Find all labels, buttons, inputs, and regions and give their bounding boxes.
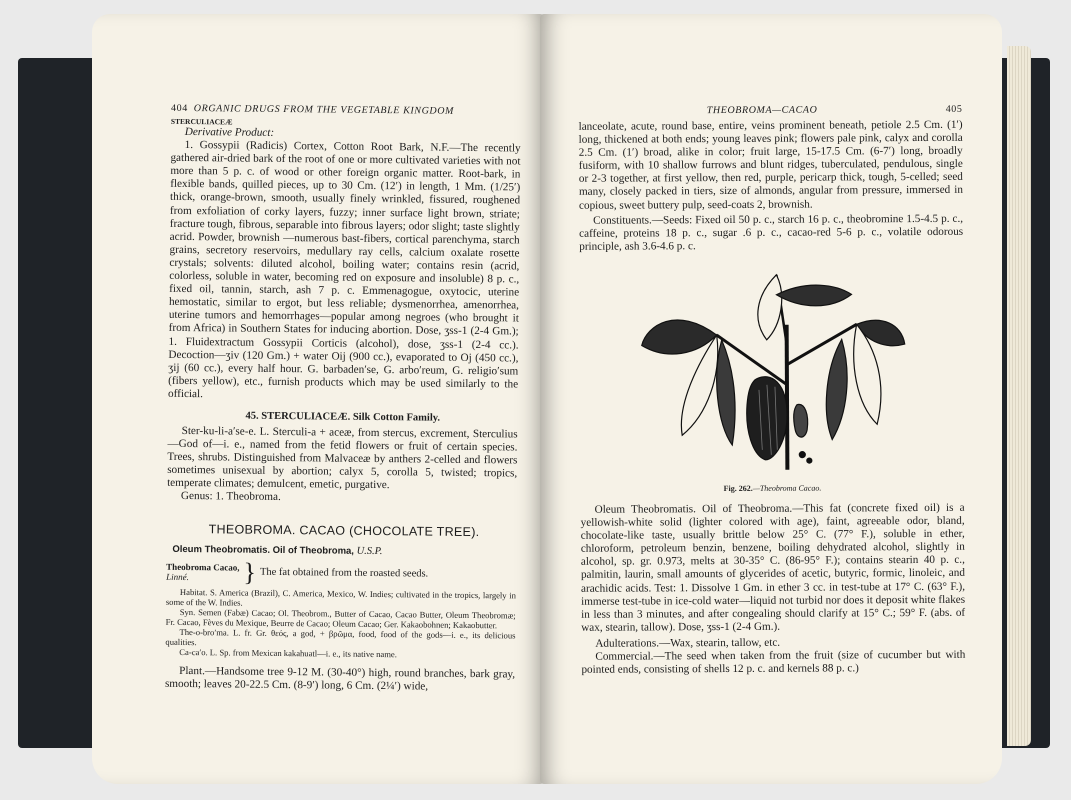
oleum-line [172,543,516,558]
right-page [540,14,1002,784]
brace-label-species: Theobroma Cacao, [166,561,240,573]
left-running-head [171,103,521,118]
family-tag: STERCULIACEÆ [170,116,233,127]
brace-label-author: Linné. [166,571,189,582]
oleum-bold: Oleum Theobromatis. Oil of Theobroma, [172,543,355,557]
figure-label: Fig. 262. [723,483,753,493]
gossypii-paragraph: 1. Gossypii (Radicis) Cortex, Cotton Root Bark, N.F.—The recently gathered air-dried bark of the root of one or more cultivated varieties with not more than 5 p. c. of wood or other foreign organic matter. Root-bark, in flexible bands, quilled pieces, up to 30 Cm. (12′) in length, 1 Mm. (1/25′) thick, orange-brown, smooth, usually finely wrinkled, fissured, roughened from exfoliation of corky layers, fuzzy; inner surface light brown, striate; fracture tough, fibrous, separable into fibrous layers; odor slight; taste slightly acrid. Powder, brownish —numerous bast-fibers, cortical parenchyma, starch grains, secretory reservoirs, medullary ray cells, calcium oxalate rosette crystals; solvents: diluted alcohol, boiling water; contains resin (acrid, colorless, soluble in water, becoming red on exposure and insoluble) 8 p. c., fixed oil, tannin, starch, ash 7 p. c. Emmenagogue, oxytocic, uterine hemostatic, similar to ergot, but less reliable; dysmenorrhea, amenorrhea, uterine tumors and hemorrhages—popular among negroes (who brought it from Africa) in Southern States for inducing abortion. Dose, ʒss-1 (2-4 Gm.); 1. Fluidextractum Gossypii Corticis (alcohol), dose, ʒss-1 (2-4 cc.). Decoction—ʒiv (120 Gm.) + water Oij (900 cc.), evaporated to Oj (450 cc.), ʒij (60 cc.), every half hour. G. barbaden′se, G. arbo′reum, G. religio′sum (fibers yellow), etc., furnish products which may be used similarly to the official. [167,139,521,401]
figure-caption-text: —Theobroma Cacao. [752,483,822,493]
etymology-cacao: Ca-ca′o. L. Sp. from Mexican kakahuatl—i. e., its native name. [179,646,397,659]
etymology-theobroma: The-o-bro′ma. L. fr. Gr. θεός, a god, + βρῶμα, food, food of the gods—i. e., its delicious qualities. [165,626,516,647]
genus-line: Genus: 1. Theobroma. [180,490,281,504]
left-running-title: ORGANIC DRUGS FROM THE VEGETABLE KINGDOM [193,103,455,117]
left-page-number: 404 [170,102,188,115]
commercial: Commercial.—The seed when taken from the fruit (size of cucumber but with pointed ends, consisting of shells 12 p. c. and kernels 88 p. c.) [581,648,966,676]
adulterations: Adulterations.—Wax, stearin, tallow, etc. [595,636,781,650]
synonyms: Syn. Semen (Fabæ) Cacao; Ol. Theobrom., Butter of Cacao, Cacao Butter, Oleum Theobromæ; Fr. Cacao, Fèves du Mexique, Beurre de Cacao; Oleum Cacao; Ger. Kakaobohnen; Kakaobutter. [165,606,516,630]
constituents: Constituents.—Seeds: Fixed oil 50 p. c., starch 16 p. c., theobromine 1.5-4.5 p. c., caffeine, proteins 18 p. c., sugar .6 p. c., cacao-red 5-6 p. c., volatile odorous principle, ash 3.6-4.6 p. c. [579,212,964,253]
right-running-head [578,104,962,117]
derivative-heading: Derivative Product: [184,125,275,139]
family-heading: 45. STERCULIACEÆ. Silk Cotton Family. [245,410,441,424]
left-page [92,14,544,784]
right-page-number: 405 [945,103,963,115]
brace-text: The fat obtained from the roasted seeds. [259,566,429,580]
cacao-illustration [579,264,964,481]
brace-label [166,561,240,582]
habitat: Habitat. S. America (Brazil), C. America, Mexico, W. Indies; cultivated in the tropics, largely in some of the W. Indies. [165,586,516,608]
figure-caption [580,483,964,494]
oleum-paragraph: Oleum Theobromatis. Oil of Theobroma.—This fat (concrete fixed oil) is a yellowish-white solid (lighter colored with age), faint, agreeable odor, bland, chocolate-like taste, usually brittle below 25° C. (77° F.), soluble in ether, chloroform, petroleum benzin, benzene, boiling dehydrated alcohol, slightly in alcohol, sp. gr. 0.973, melts at 30-35° C. (86-95° F.); contains stearin 40 p. c., palmitin, laurin, small amounts of glycerides of acetic, butyric, formic, linoleic, and arachidic acids. Test: 1. Dissolve 1 Gm. in ether 3 cc. in test-tube at 17° C. (63° F.), immerse test-tube in ice-cold water—liquid not turbid nor does it deposit white flakes in less than 3 minutes, and after congealing should clarify at 15° C.; 59° F. (abs. of wax, stearin, tallow). Dose, ʒss-1 (2-4 Gm.). [580,501,966,634]
brace-glyph: } [243,557,257,587]
source-brace [166,558,516,588]
plant-continued: lanceolate, acute, round base, entire, veins prominent beneath, petiole 2.5 Cm. (1′) long, thickened at both ends; young leaves pink; flowers pale pink, calyx and corolla 2.5 Cm. (1′) broad, alike in color; fruit large, 15-17.5 Cm. (6-7′) long, broadly fusiform, with 10 shallow furrows and blunt ridges, tuberculated, pendulous, single or 2-3 together, at first yellow, then red, purple, pericarp thick, tough, 5-celled; seed many, closely packed in tiers, size of almonds, angular from pressure, immersed in copious, sweet buttery pulp, seed-coats 2, brownish. [578,118,963,212]
page-edges [1007,46,1031,746]
family-paragraph: Ster-ku-li-a′se-e. L. Sterculi-a + aceæ, from stercus, excrement, Sterculius—God of—i. e., named from the fetid flowers or fruit of certain species. Trees, shrubs. Distinguished from Malvaceæ by anthers 2-celled and flowers sometimes unisexual by abortion; calyx 5, corolla 5, twisted; tropics, temperate climates; demulcent, emetic, purgative. [167,424,518,492]
cacao-plant-drawing [636,264,907,475]
right-running-title: THEOBROMA—CACAO [706,104,818,117]
section-title: THEOBROMA. CACAO (CHOCOLATE TREE). [208,521,480,539]
oleum-usp: U.S.P. [356,545,383,557]
plant-paragraph: Plant.—Handsome tree 9-12 M. (30-40°) high, round branches, bark gray, smooth; leaves 20-22.5 Cm. (8-9′) long, 6 Cm. (2¼′) wide, [164,664,516,693]
